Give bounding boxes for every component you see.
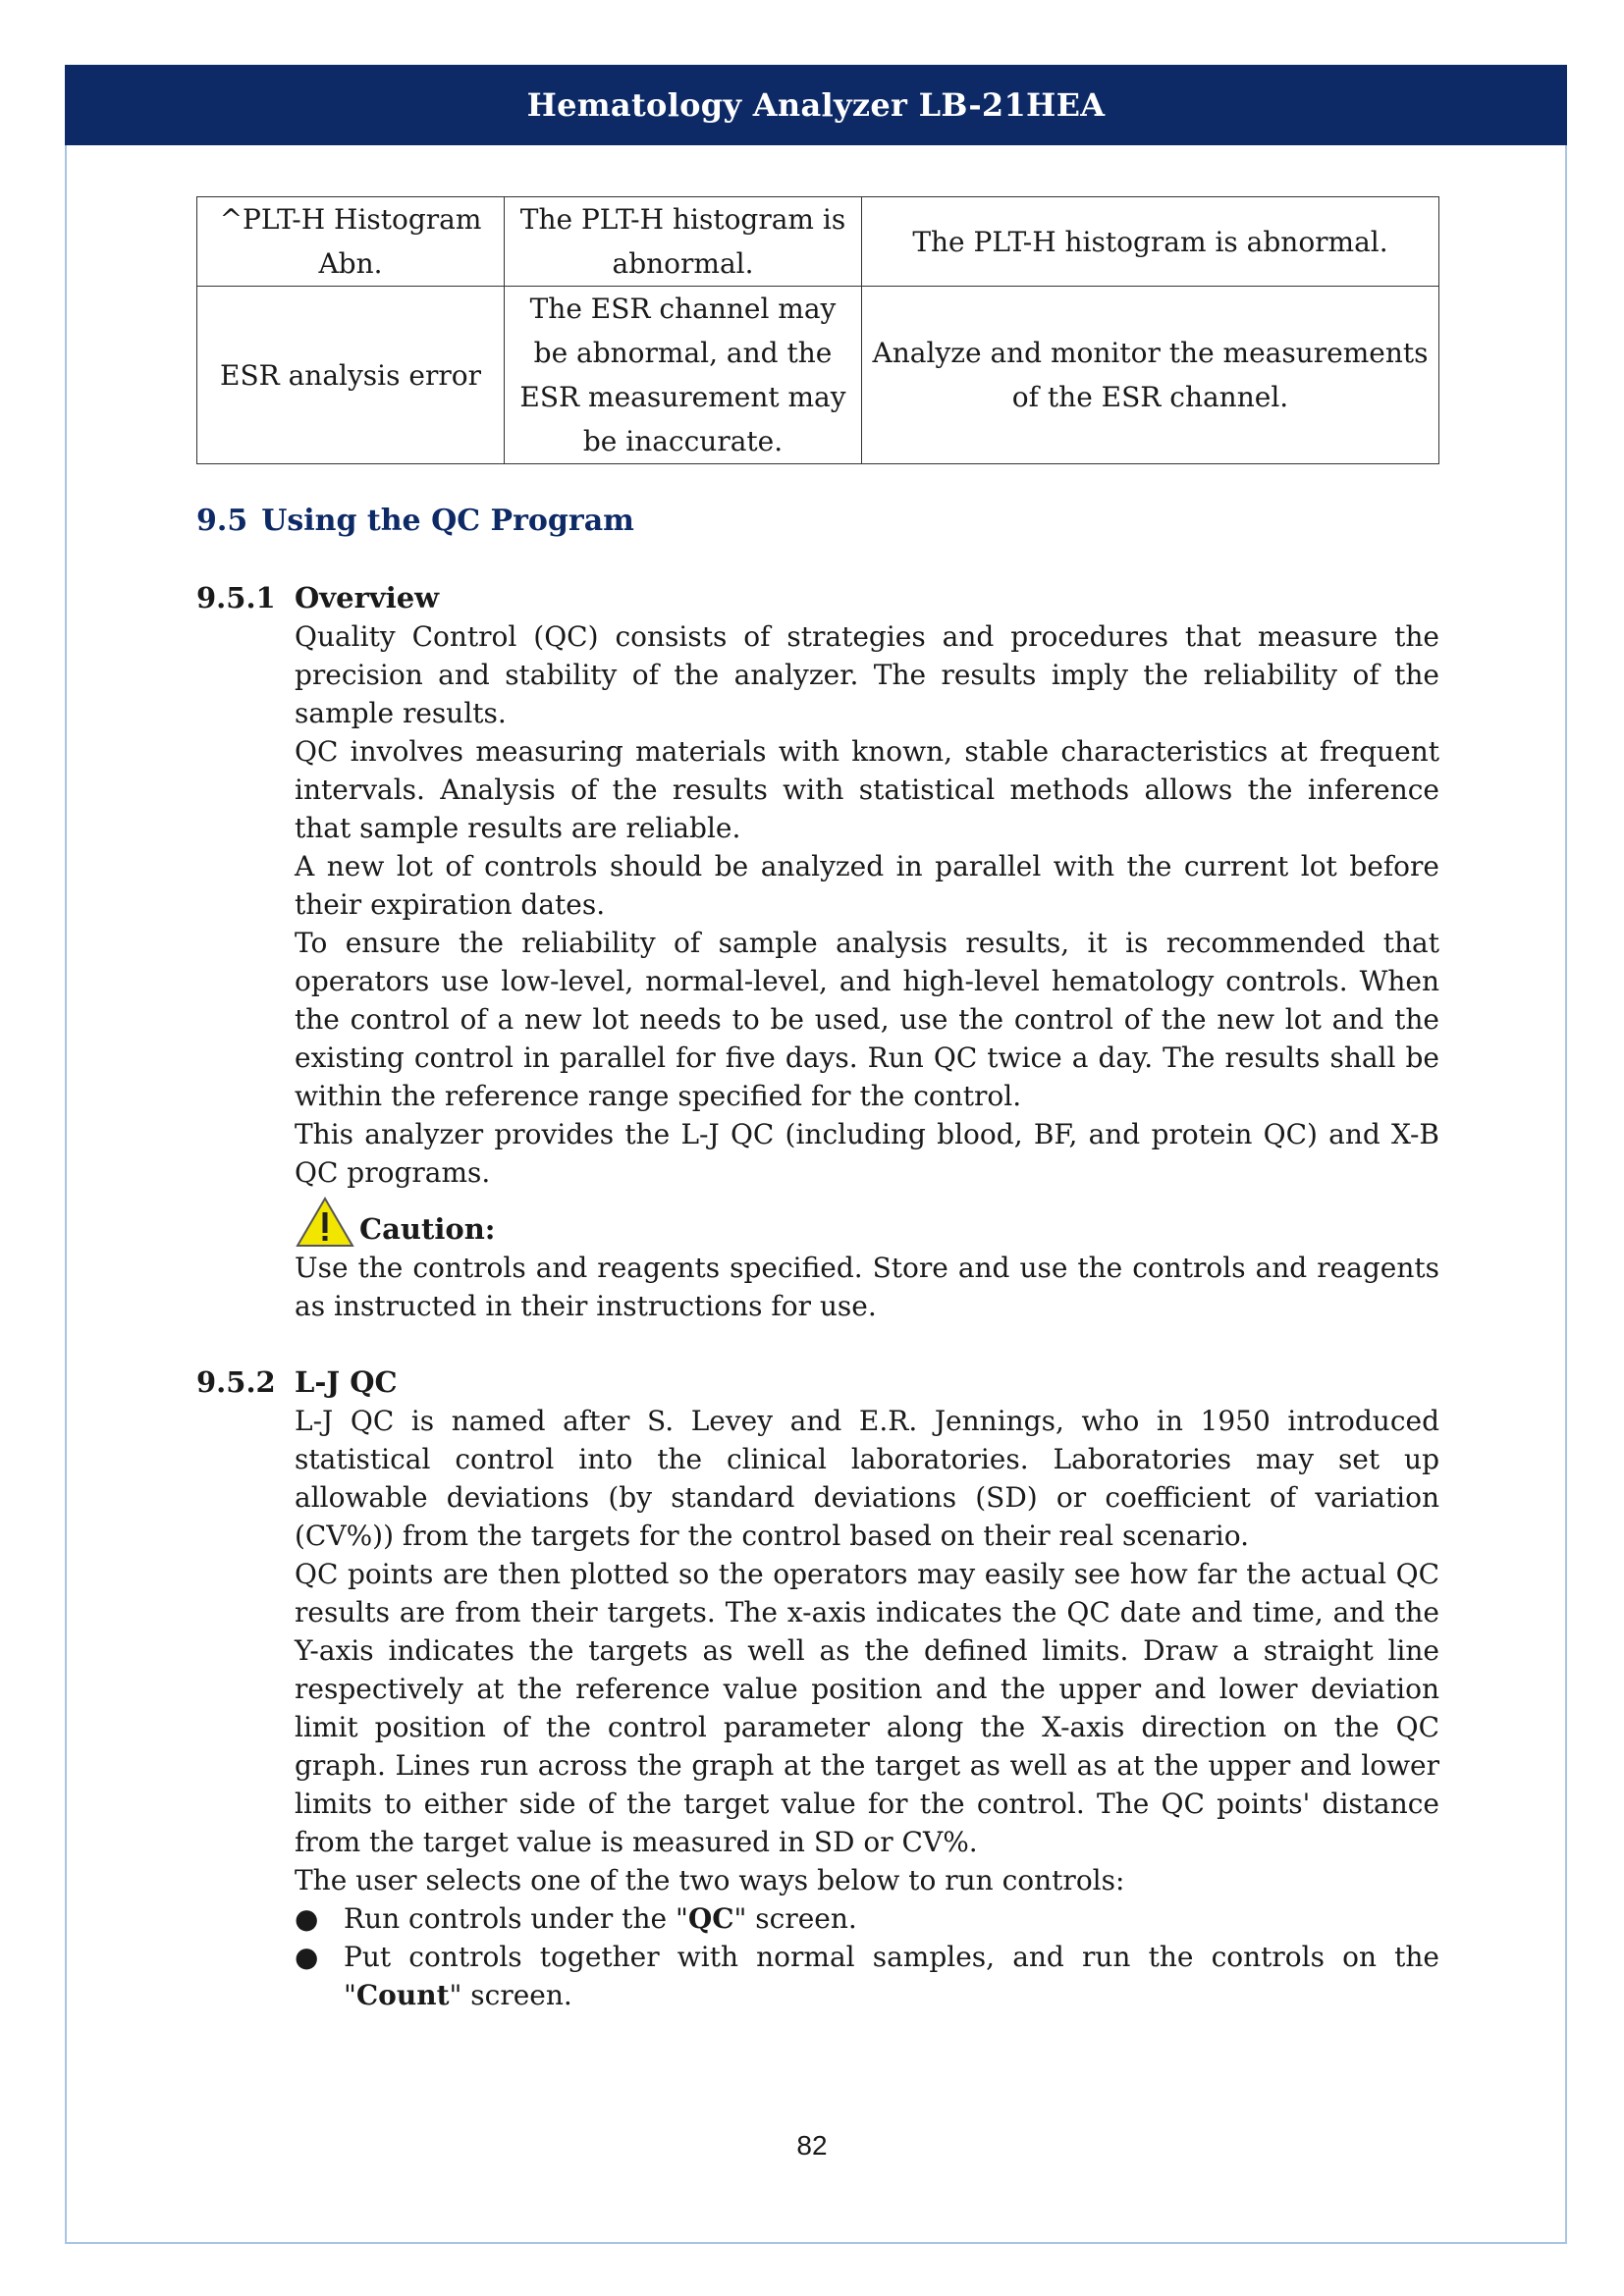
table-cell: The PLT-H histogram is abnormal. [862, 197, 1439, 287]
subsection-heading-overview [196, 578, 1439, 617]
ljqc-body [196, 1402, 1439, 2014]
section-number: 9.5 [196, 504, 248, 538]
warning-triangle-icon [295, 1196, 355, 1249]
list-item [295, 1938, 1439, 2014]
page-content [196, 196, 1439, 2014]
table-cell: Analyze and monitor the measurements of the ESR channel. [862, 287, 1439, 464]
section-title: Using the QC Program [261, 504, 634, 538]
section-heading [196, 502, 1439, 541]
paragraph: QC involves measuring materials with known, stable characteristics at frequent intervals. Analysis of the results with statistical methods allows the inference that sample results are reliable. [295, 735, 1439, 844]
subsection-number: 9.5.2 [196, 1365, 276, 1399]
paragraph: A new lot of controls should be analyzed in parallel with the current lot before their expiration dates. [295, 850, 1439, 921]
page-number: 82 [796, 2130, 828, 2161]
paragraph: Quality Control (QC) consists of strategies and procedures that measure the precision and stability of the analyzer. The results imply the reliability of the sample results. [295, 620, 1439, 729]
caution-text: Use the controls and reagents specified. Store and use the controls and reagents as instructed in their instructions for use. [295, 1252, 1439, 1322]
table-cell: ESR analysis error [197, 287, 505, 464]
caution-label: Caution: [359, 1212, 496, 1246]
error-table [196, 196, 1439, 464]
header-title: Hematology Analyzer LB-21HEA [526, 86, 1106, 124]
subsection-number: 9.5.1 [196, 581, 276, 614]
text-run: " screen. [449, 1979, 572, 2011]
qc-screen-name: QC [687, 1902, 734, 1935]
paragraph: The user selects one of the two ways below to run controls: [295, 1864, 1125, 1896]
paragraph: QC points are then plotted so the operators may easily see how far the actual QC results are from their targets. The x-axis indicates the QC date and time, and the Y-axis indicates the targets as well as the defined limits. Draw a straight line respectively at the reference value position and the upper and lower deviation limit position of the control parameter along the X-axis direction on the QC graph. Lines run across the graph at the target as well as at the upper and lower limits to either side of the target value for the control. The QC points' distance from the target value is measured in SD or CV%. [295, 1558, 1439, 1858]
overview-body [196, 617, 1439, 1325]
table-row [197, 287, 1439, 464]
text-run: " screen. [733, 1902, 857, 1935]
list-item-text [344, 1938, 1439, 2014]
page-header [65, 65, 1567, 145]
table-cell: The ESR channel may be abnormal, and the ESR measurement may be inaccurate. [505, 287, 862, 464]
paragraph: To ensure the reliability of sample analysis results, it is recommended that operators use low-level, normal-level, and high-level hematology controls. When the control of a new lot needs to be used, use the control of the new lot and the existing control in parallel for five days. Run QC twice a day. The results shall be within the reference range specified for the control. [295, 927, 1439, 1112]
text-run: Run controls under the " [344, 1902, 688, 1935]
paragraph: L-J QC is named after S. Levey and E.R. Jennings, who in 1950 introduced statistical control into the clinical laboratories. Laboratories may set up allowable deviations (by standard deviations (SD) or coefficient of variation (CV%)) from the targets for the control based on their real scenario. [295, 1405, 1439, 1552]
count-screen-name: Count [355, 1979, 450, 2011]
table-cell: ^PLT-H Histogram Abn. [197, 197, 505, 287]
table-row [197, 197, 1439, 287]
subsection-title: Overview [295, 581, 440, 614]
paragraph: This analyzer provides the L-J QC (including blood, BF, and protein QC) and X-B QC programs. [295, 1118, 1439, 1189]
caution-note [295, 1196, 1439, 1249]
bullet-dot-icon: ● [295, 1941, 319, 1973]
list-item-text [344, 1899, 1439, 1938]
bullet-dot-icon: ● [295, 1902, 319, 1935]
subsection-title: L-J QC [295, 1365, 398, 1399]
list-item [295, 1899, 1439, 1938]
text-run: Put controls together with normal samples, and run the controls on the " [344, 1941, 1439, 2011]
subsection-heading-ljqc [196, 1362, 1439, 1402]
run-methods-list [295, 1899, 1439, 2014]
table-cell: The PLT-H histogram is abnormal. [505, 197, 862, 287]
